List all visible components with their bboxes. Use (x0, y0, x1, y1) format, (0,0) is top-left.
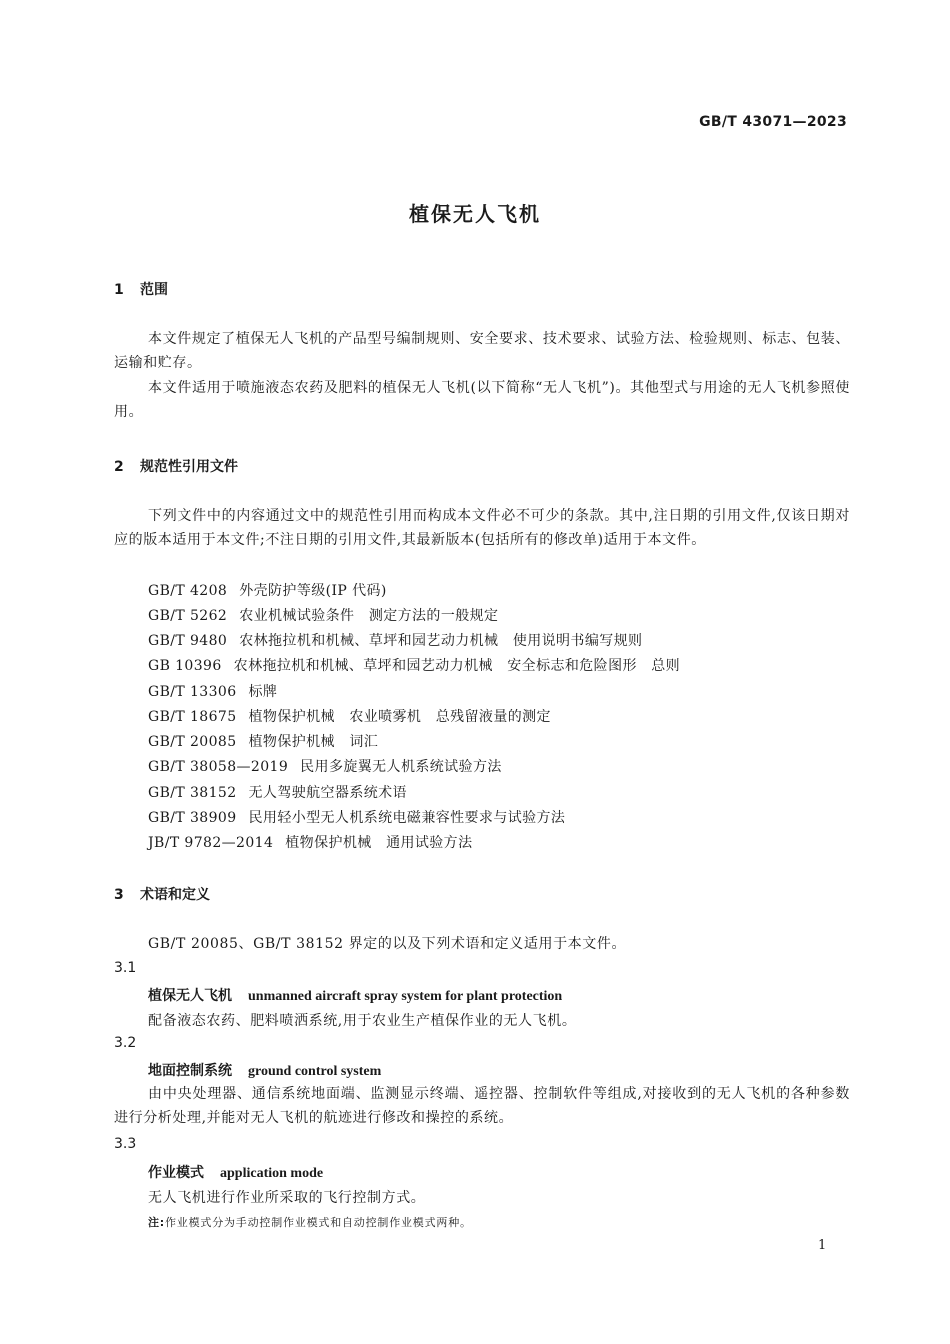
reference-code: GB/T 9480 (148, 633, 228, 649)
standard-code: GB/T 43071—2023 (699, 114, 847, 130)
reference-code: GB/T 5262 (148, 608, 228, 624)
section-title: 术语和定义 (140, 887, 210, 903)
reference-title: 农业机械试验条件 测定方法的一般规定 (239, 608, 499, 624)
reference-item (148, 807, 565, 827)
reference-code: GB 10396 (148, 658, 222, 674)
reference-item (148, 630, 642, 650)
reference-code: GB/T 4208 (148, 583, 228, 599)
term-note (148, 1214, 472, 1230)
note-label: 注: (148, 1216, 165, 1229)
term-en: ground control system (248, 1064, 382, 1079)
reference-item (148, 706, 551, 726)
section-heading-normative-references (114, 456, 238, 476)
term-number: 3.1 (114, 960, 137, 976)
section-heading-terms-definitions (114, 884, 210, 904)
reference-code: GB/T 13306 (148, 684, 237, 700)
reference-item (148, 655, 680, 675)
term-entry (148, 1162, 323, 1182)
section-number: 3 (114, 887, 124, 903)
reference-item (148, 782, 407, 802)
term-entry (148, 1060, 381, 1080)
reference-code: JB/T 9782—2014 (148, 835, 274, 851)
reference-item (148, 681, 277, 701)
reference-title: 无人驾驶航空器系统术语 (248, 785, 407, 801)
reference-title: 植物保护机械 农业喷雾机 总残留液量的测定 (248, 709, 551, 725)
term-zh: 植保无人飞机 (148, 988, 232, 1004)
reference-title: 农林拖拉机和机械、草坪和园艺动力机械 安全标志和危险图形 总则 (233, 658, 681, 674)
reference-code: GB/T 38152 (148, 785, 237, 801)
term-number: 3.3 (114, 1136, 137, 1152)
section-number: 1 (114, 282, 124, 298)
term-zh: 作业模式 (148, 1165, 204, 1181)
normative-intro-paragraph: 下列文件中的内容通过文中的规范性引用而构成本文件必不可少的条款。其中,注日期的引用文件,仅该日期对应的版本适用于本文件;不注日期的引用文件,其最新版本(包括所有的修改单)适用于本文件。 (114, 508, 850, 548)
reference-code: GB/T 18675 (148, 709, 237, 725)
reference-item (148, 605, 498, 625)
reference-item (148, 731, 378, 751)
reference-title: 植物保护机械 通用试验方法 (285, 835, 473, 851)
section-number: 2 (114, 459, 124, 475)
reference-item (148, 832, 472, 852)
term-entry (148, 985, 562, 1005)
note-text: 作业模式分为手动控制作业模式和自动控制作业模式两种。 (165, 1216, 472, 1229)
terms-intro: GB/T 20085、GB/T 38152 界定的以及下列术语和定义适用于本文件。 (148, 936, 627, 952)
document-title: 植保无人飞机 (409, 202, 541, 226)
reference-code: GB/T 38058—2019 (148, 759, 289, 775)
term-definition: 无人飞机进行作业所采取的飞行控制方式。 (148, 1190, 426, 1206)
section-title: 范围 (140, 282, 168, 298)
reference-title: 农林拖拉机和机械、草坪和园艺动力机械 使用说明书编写规则 (239, 633, 643, 649)
reference-title: 标牌 (248, 684, 278, 700)
section-title: 规范性引用文件 (140, 459, 238, 475)
term-en: application mode (220, 1166, 324, 1181)
page-number: 1 (818, 1238, 827, 1253)
reference-item (148, 756, 502, 776)
reference-title: 民用多旋翼无人机系统试验方法 (300, 759, 502, 775)
reference-title: 植物保护机械 词汇 (248, 734, 379, 750)
section-heading-scope (114, 279, 168, 299)
reference-title: 外壳防护等级(IP 代码) (239, 583, 387, 599)
reference-code: GB/T 38909 (148, 810, 237, 826)
term-definition: 配备液态农药、肥料喷洒系统,用于农业生产植保作业的无人飞机。 (148, 1013, 577, 1029)
term-number: 3.2 (114, 1035, 137, 1051)
term-en: unmanned aircraft spray system for plant protection (248, 989, 563, 1004)
reference-item (148, 580, 387, 600)
reference-title: 民用轻小型无人机系统电磁兼容性要求与试验方法 (248, 810, 566, 826)
scope-paragraph-2: 本文件适用于喷施液态农药及肥料的植保无人飞机(以下简称“无人飞机”)。其他型式与用途的无人飞机参照使用。 (114, 380, 850, 420)
reference-code: GB/T 20085 (148, 734, 237, 750)
term-zh: 地面控制系统 (148, 1063, 232, 1079)
scope-paragraph-1: 本文件规定了植保无人飞机的产品型号编制规则、安全要求、技术要求、试验方法、检验规则、标志、包装、运输和贮存。 (114, 331, 850, 371)
term-definition: 由中央处理器、通信系统地面端、监测显示终端、遥控器、控制软件等组成,对接收到的无人飞机的各种参数进行分析处理,并能对无人飞机的航迹进行修改和操控的系统。 (114, 1086, 850, 1126)
